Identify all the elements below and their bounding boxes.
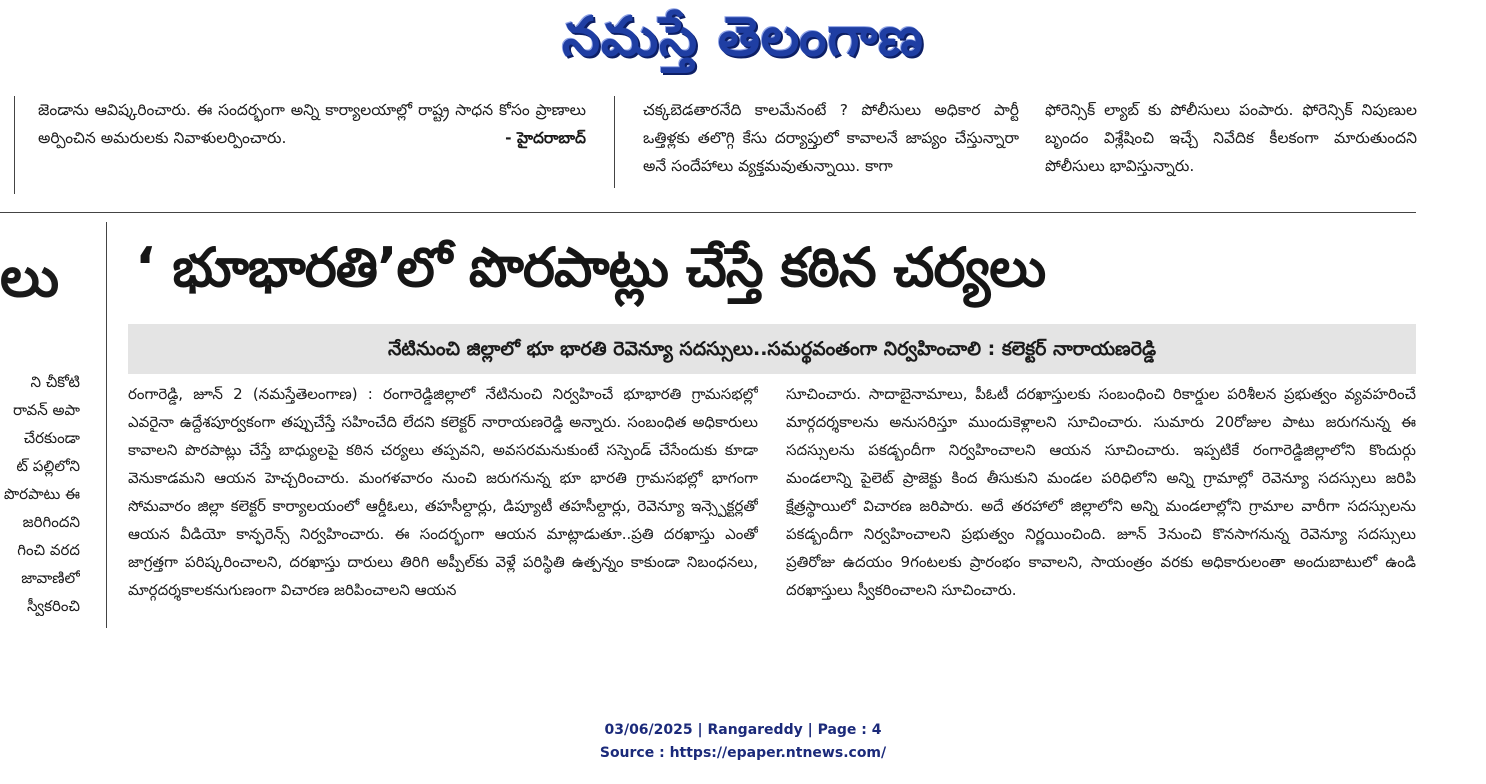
fragment-line: చేరకుండా bbox=[23, 429, 80, 447]
divider bbox=[614, 96, 615, 188]
fragment-line: జావాణిలో bbox=[21, 569, 80, 587]
top-left-text: జెండాను ఆవిష్కరించారు. ఈ సందర్భంగా అన్ని కార్యాలయాల్లో రాష్ట్ర సాధన కోసం ప్రాణాలు అర్పించిన అమరులకు నివాళులర్పించారు. bbox=[38, 101, 586, 147]
article-body-column-2 bbox=[786, 380, 1416, 630]
top-right-text: ఫోరెన్సిక్ ల్యాబ్ కు పోలీసులు పంపారు. ఫోరెన్సిక్ నిపుణుల బృందం విశ్లేషించి ఇచ్చే నివేదిక కీలకంగా మారుతుందని పోలీసులు భావిస్తున్నారు. bbox=[1045, 101, 1417, 175]
article-subheadline: నేటినుంచి జిల్లాలో భూ భారతి రెవెన్యూ సదస్సులు..సమర్థవంతంగా నిర్వహించాలి : కలెక్టర్ నారాయణరెడ్డి bbox=[128, 324, 1416, 374]
top-left-dateline: - హైదరాబాద్ bbox=[505, 129, 586, 147]
top-middle-article-snippet bbox=[643, 96, 1019, 196]
fragment-line: స్వీకరించి bbox=[26, 597, 80, 615]
fragment-line: ని చీకోటి bbox=[30, 373, 80, 391]
footer-source-link[interactable]: Source : https://epaper.ntnews.com/ bbox=[599, 745, 887, 761]
divider bbox=[106, 222, 107, 628]
adjacent-article-fragment bbox=[0, 368, 80, 618]
fragment-line: జరిగిందని bbox=[22, 513, 80, 531]
section-divider bbox=[0, 212, 1416, 213]
fragment-line: ట్ పల్లిలోని bbox=[16, 457, 80, 475]
top-middle-text: చక్కబెడతారనేది కాలమేనంటే ? పోలీసులు అధికార పార్టీ ఒత్తిళ్లకు తలొగ్గి కేసు దర్యాప్తులో కావాలనే జాప్యం చేస్తున్నారా అనే సందేహాలు వ్యక్తమవుతున్నాయి. కాగా bbox=[643, 101, 1019, 175]
footer-date-page: 03/06/2025 | Rangareddy | Page : 4 bbox=[604, 722, 882, 738]
fragment-line: రావన్ అపా bbox=[12, 401, 80, 419]
divider bbox=[14, 96, 15, 194]
article-body-text: సూచించారు. సాదాబైనామాలు, పీఓటీ దరఖాస్తులకు సంబంధించి రికార్డుల పరిశీలన ప్రభుత్వం వ్యవహరించే మార్గదర్శకాలను అనుసరిస్తూ ముందుకెళ్లాలని సూచించారు. సుమారు 20రోజుల పాటు జరుగనున్న ఈ సదస్సులను పకడ్బందీగా నిర్వహించాలని ఆయన సూచించారు. ఇప్పటికే రంగారెడ్డిజిల్లాలోని కొందుర్గు మండలాన్ని పైలెట్ ప్రాజెక్టు కింద తీసుకుని మండల పరిధిలోని అన్ని గ్రామాల్లో రెవెన్యూ సదస్సులు జరిపి క్షేత్రస్థాయిలో విచారణ జరిపారు. అదే తరహాలో జిల్లాలోని అన్ని మండలాల్లోని గ్రామాల వారీగా సదస్సులను పకడ్బందీగా నిర్వహించాలని ప్రభుత్వం నిర్ణయించింది. జూన్ 3నుంచి కొనసాగనున్న రెవెన్యూ సదస్సులు ప్రతిరోజు ఉదయం 9గంటలకు ప్రారంభం కావాలని, సాయంత్రం వరకు అధికారులంతా అందుబాటులో ఉండి దరఖాస్తులు స్వీకరించాలని సూచించారు. bbox=[786, 385, 1416, 599]
adjacent-headline-fragment: లు bbox=[0, 245, 60, 310]
masthead bbox=[0, 2, 1486, 72]
top-left-article-snippet bbox=[38, 96, 586, 196]
article-body-column-1 bbox=[128, 380, 758, 630]
article-headline: ‘ భూభారతి’లో పొరపాట్లు చేస్తే కఠిన చర్యలు bbox=[135, 236, 1046, 299]
newspaper-logo: నమస్తే తెలంగాణ bbox=[562, 5, 924, 68]
fragment-line: గించి వరద bbox=[17, 541, 80, 559]
fragment-line: పొరపాటు ఈ bbox=[3, 485, 80, 503]
top-right-article-snippet bbox=[1045, 96, 1417, 196]
article-body-text: రంగారెడ్డి, జూన్ 2 (నమస్తేతెలంగాణ) : రంగారెడ్డిజిల్లాలో నేటినుంచి నిర్వహించే భూభారతి గ్రామసభల్లో ఎవరైనా ఉద్దేశపూర్వకంగా తప్పుచేస్తే సహించేది లేదని కలెక్టర్ నారాయణరెడ్డి అన్నారు. సంబంధిత అధికారులు కావాలని పొరపాట్లు చేస్తే బాధ్యులపై కఠిన చర్యలు తప్పవని, అవసరమనుకుంటే సస్పెండ్ చేసేందుకు కూడా వెనుకాడమని ఆయన హెచ్చరించారు. మంగళవారం నుంచి జరుగనున్న భూ భారతి గ్రామసభల్లో భాగంగా సోమవారం జిల్లా కలెక్టర్ కార్యాలయంలో ఆర్డీఓలు, తహసీల్దార్లు, డిప్యూటీ తహసీల్దార్లు, రెవెన్యూ ఇన్స్పెక్టర్లతో ఆయన వీడియో కాన్ఫరెన్స్ నిర్వహించారు. ఈ సందర్భంగా ఆయన మాట్లాడుతూ..ప్రతి దరఖాస్తు ఎంతో జాగ్రత్తగా పరిష్కరించాలని, దరఖాస్తు దారులు తిరిగి అప్పీల్‌కు వెళ్లే పరిస్థితి ఉత్పన్నం కాకుండా నిబంధనలు, మార్గదర్శకాలకనుగుణంగా విచారణ జరిపించాలని ఆయన bbox=[128, 385, 758, 599]
